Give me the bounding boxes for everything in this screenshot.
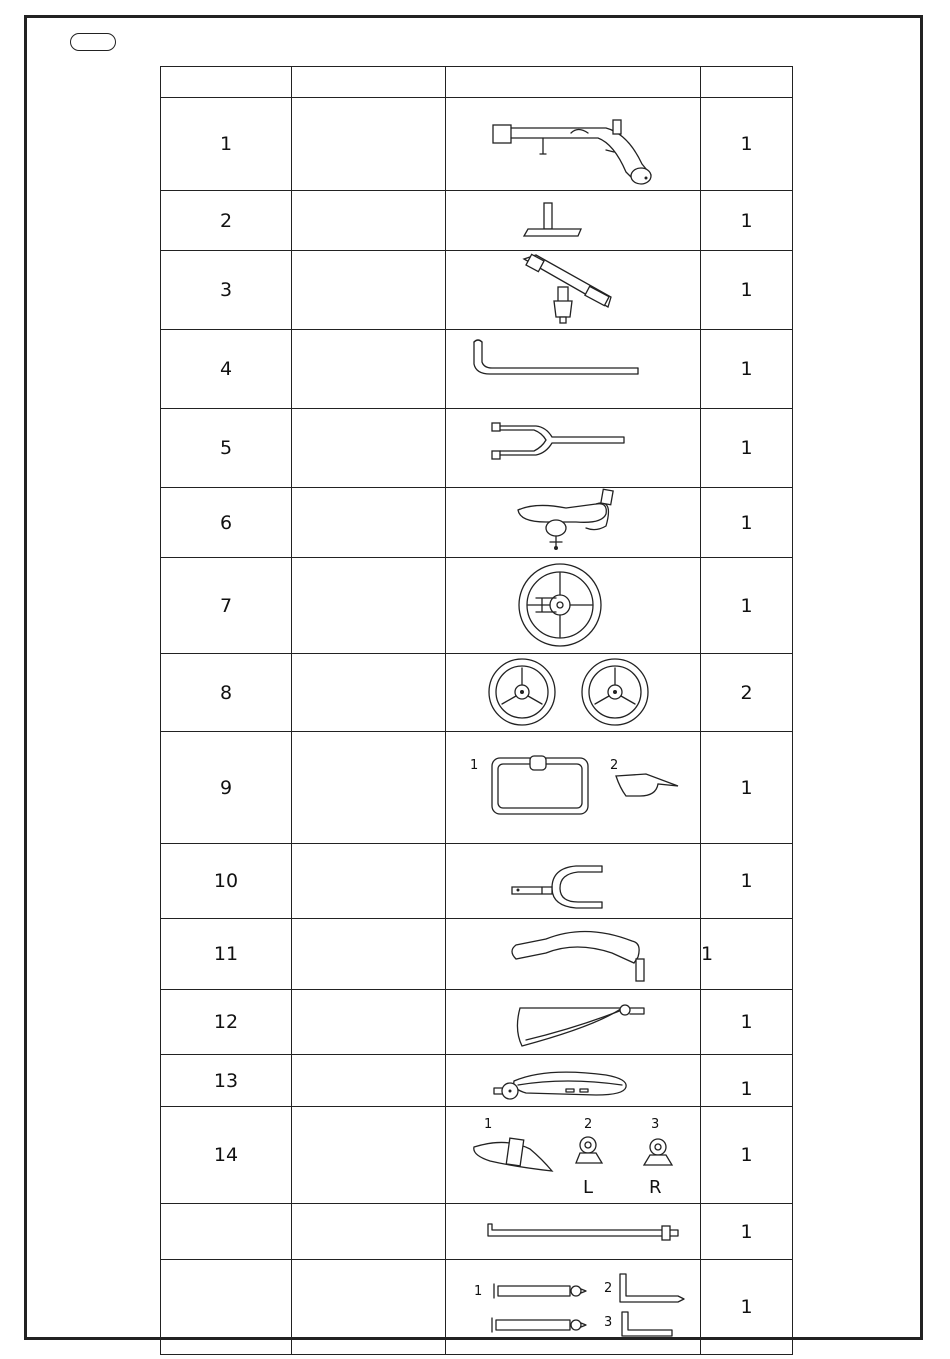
part-name-cell (292, 1055, 446, 1107)
part-number: 1 (161, 98, 292, 191)
part-number: 5 (161, 409, 292, 488)
part-quantity: 1 (701, 990, 793, 1055)
rear-axle-fork-icon (446, 409, 700, 487)
part-image-cell (446, 732, 701, 844)
part-name-cell (292, 488, 446, 558)
rear-wheels-icon (446, 654, 700, 731)
part-number (161, 1260, 292, 1355)
part-quantity: 1 (701, 98, 793, 191)
part-quantity: 1 (701, 330, 793, 409)
header-name (292, 67, 446, 98)
part-quantity: 1 (701, 191, 793, 251)
header-picture (446, 67, 701, 98)
table-row (161, 654, 793, 732)
sub-label: 2 (584, 1117, 593, 1132)
safety-bar-icon (446, 919, 700, 989)
table-row (161, 98, 793, 191)
table-row (161, 844, 793, 919)
table-row (161, 732, 793, 844)
part-image-cell (446, 654, 701, 732)
table-row (161, 330, 793, 409)
seat-icon (446, 488, 700, 557)
canopy-clamps-icon (446, 1107, 700, 1203)
part-image-cell (446, 844, 701, 919)
part-number: 13 (161, 1055, 292, 1107)
side-label-left: L (583, 1177, 594, 1198)
part-quantity: 1 (701, 732, 793, 844)
header-number (161, 67, 292, 98)
rod-icon (446, 1204, 700, 1259)
sub-label: 1 (470, 758, 479, 773)
header-quantity (701, 67, 793, 98)
part-image-cell (446, 1204, 701, 1260)
sub-label: 1 (484, 1117, 493, 1132)
part-image-cell (446, 409, 701, 488)
part-name-cell (292, 844, 446, 919)
part-number: 11 (161, 919, 292, 990)
part-name-cell (292, 1260, 446, 1355)
part-number: 6 (161, 488, 292, 558)
side-label-right: R (649, 1177, 662, 1198)
part-name-cell (292, 1107, 446, 1204)
table-header-row (161, 67, 793, 98)
part-quantity: 1 (701, 1107, 793, 1204)
part-number: 2 (161, 191, 292, 251)
sub-label: 3 (651, 1117, 660, 1132)
part-name-cell (292, 191, 446, 251)
table-row (161, 558, 793, 654)
seat-post-icon (446, 191, 700, 250)
part-name-cell (292, 409, 446, 488)
part-name-cell (292, 654, 446, 732)
part-image-cell (446, 919, 701, 990)
part-name-cell (292, 732, 446, 844)
part-number (161, 1204, 292, 1260)
part-quantity: 1 (701, 844, 793, 919)
part-quantity: 1 (701, 488, 793, 558)
pins-and-wrenches-icon (446, 1260, 700, 1354)
part-image-cell (446, 990, 701, 1055)
handlebar-icon (446, 251, 700, 329)
part-image-cell (446, 251, 701, 330)
table-row (161, 488, 793, 558)
part-quantity: 1 (701, 409, 793, 488)
part-quantity: 2 (701, 654, 793, 732)
table-row (161, 1055, 793, 1107)
table-row (161, 1204, 793, 1260)
table-row (161, 409, 793, 488)
canopy-icon (446, 990, 700, 1054)
table-row (161, 919, 793, 990)
part-quantity: 1 (701, 919, 793, 990)
sub-label: 2 (604, 1281, 613, 1296)
part-number: 14 (161, 1107, 292, 1204)
part-name-cell (292, 990, 446, 1055)
part-name-cell (292, 558, 446, 654)
part-name-cell (292, 919, 446, 990)
table-row (161, 191, 793, 251)
footrest-bracket-icon (446, 844, 700, 918)
part-number: 8 (161, 654, 292, 732)
part-quantity: 1 (701, 1260, 793, 1355)
part-number: 9 (161, 732, 292, 844)
sub-label: 3 (604, 1315, 613, 1330)
part-image-cell (446, 1107, 701, 1204)
table-row (161, 1107, 793, 1204)
main-frame-icon (446, 98, 700, 190)
part-number: 10 (161, 844, 292, 919)
part-number: 3 (161, 251, 292, 330)
part-image-cell (446, 191, 701, 251)
part-number: 4 (161, 330, 292, 409)
part-quantity: 1 (701, 558, 793, 654)
page-number-badge (70, 33, 116, 51)
sub-label: 2 (610, 758, 619, 773)
part-name-cell (292, 98, 446, 191)
footrest-icon (446, 1055, 700, 1106)
push-bar-icon (446, 330, 700, 408)
part-name-cell (292, 1204, 446, 1260)
part-number: 7 (161, 558, 292, 654)
part-quantity: 1 (701, 251, 793, 330)
part-number: 12 (161, 990, 292, 1055)
part-image-cell (446, 1055, 701, 1107)
front-wheel-icon (446, 558, 700, 653)
part-image-cell (446, 488, 701, 558)
table-row (161, 990, 793, 1055)
parts-list-table (160, 66, 793, 1355)
table-row (161, 251, 793, 330)
table-row (161, 1260, 793, 1355)
part-image-cell (446, 1260, 701, 1355)
part-image-cell (446, 330, 701, 409)
basket-and-tray-icon (446, 732, 700, 843)
part-name-cell (292, 330, 446, 409)
part-image-cell (446, 98, 701, 191)
part-image-cell (446, 558, 701, 654)
part-name-cell (292, 251, 446, 330)
part-quantity: 1 (701, 1055, 793, 1107)
sub-label: 1 (474, 1284, 483, 1299)
part-quantity: 1 (701, 1204, 793, 1260)
